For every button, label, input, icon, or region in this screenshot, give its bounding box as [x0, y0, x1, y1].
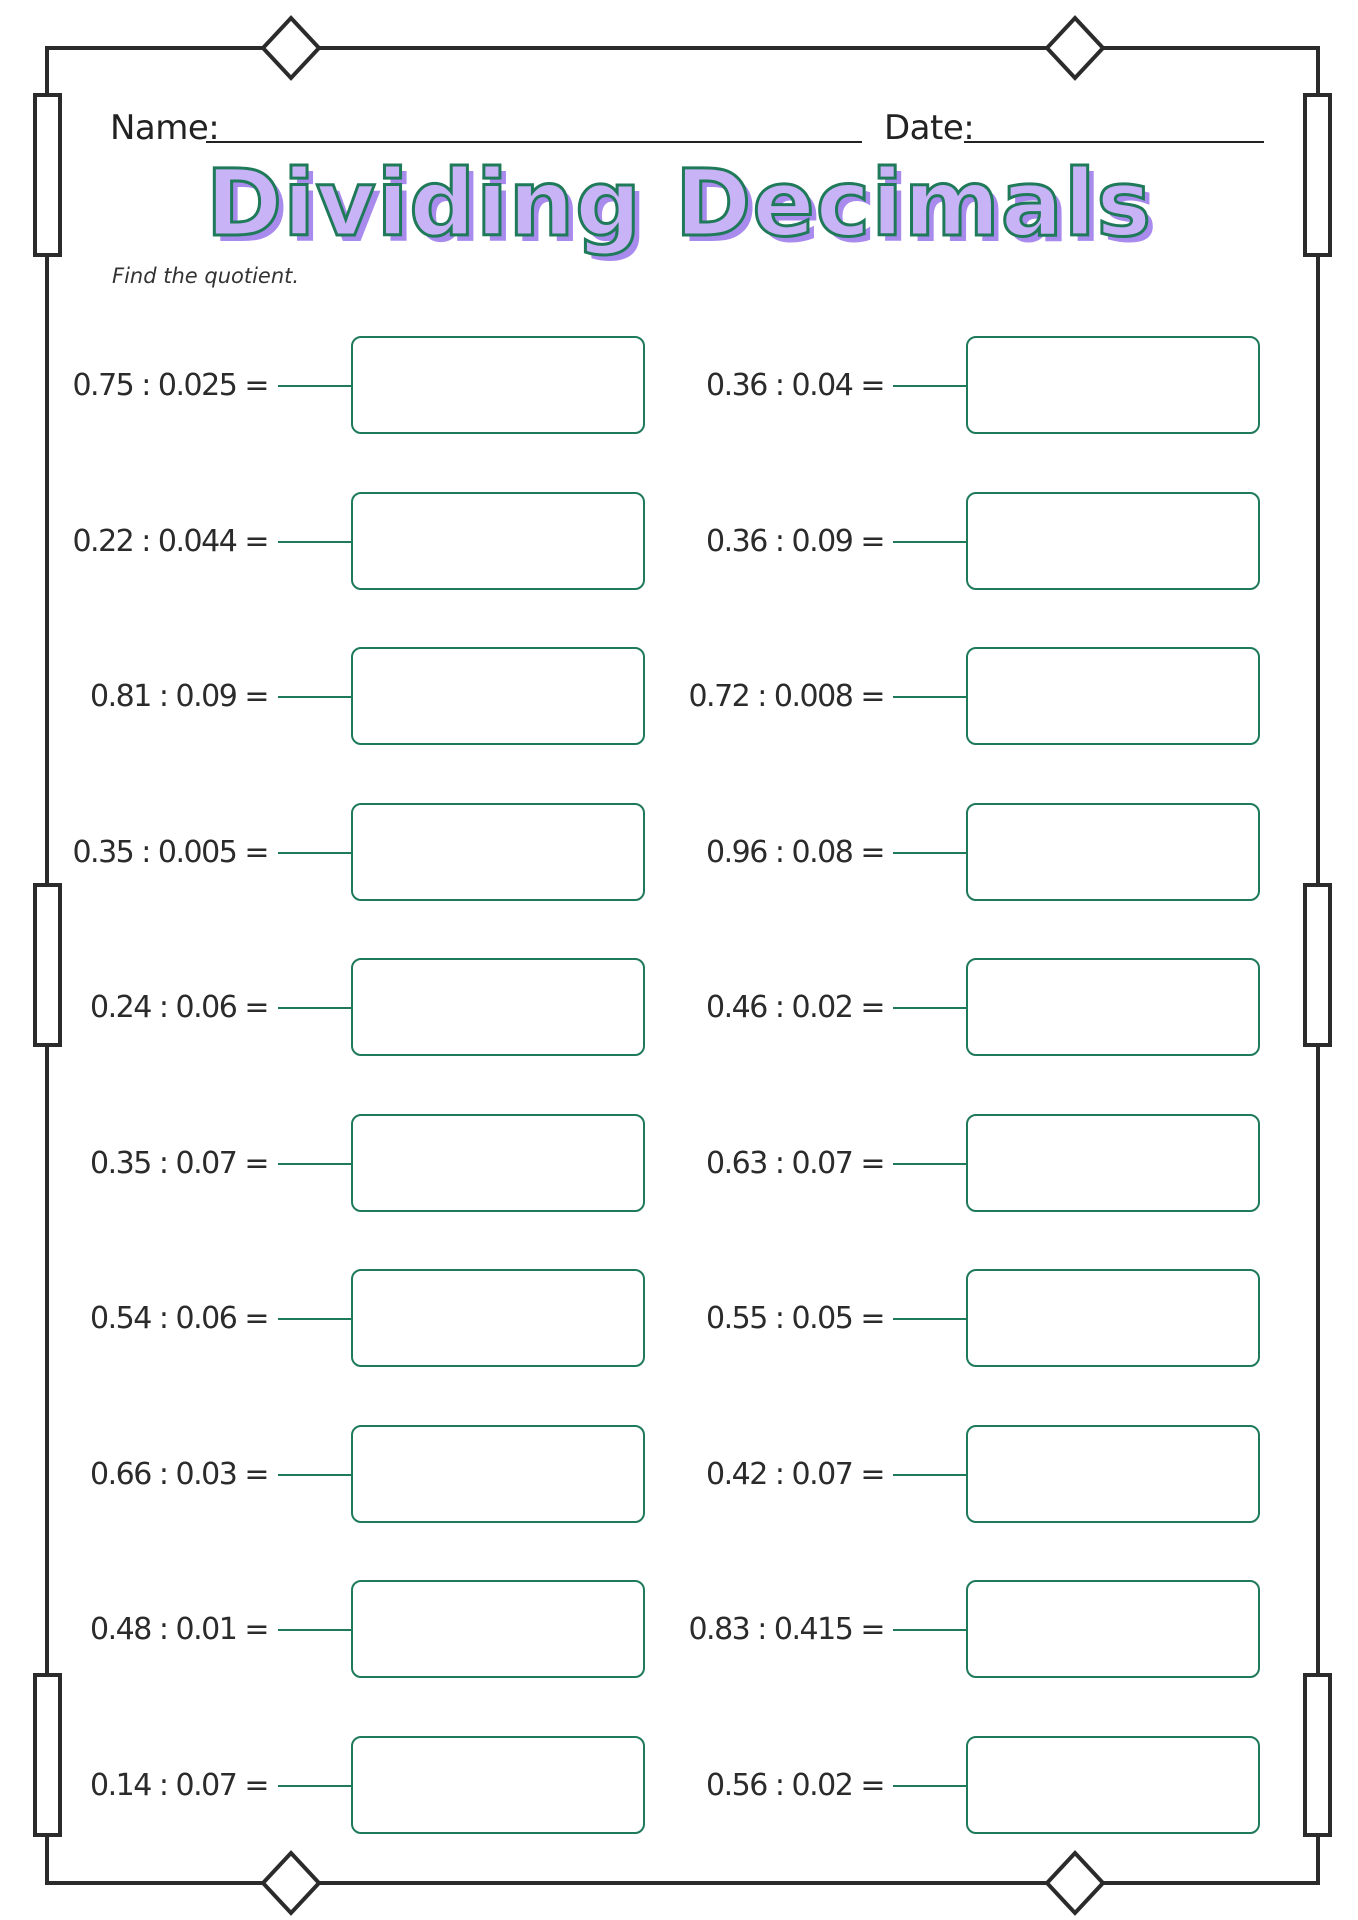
problem-equation: 0.63 : 0.07 = — [706, 1146, 884, 1181]
worksheet-title: Dividing Decimals — [205, 150, 1153, 257]
problem-equation: 0.96 : 0.08 = — [706, 835, 884, 870]
answer-box[interactable] — [966, 1736, 1260, 1834]
connector-line — [893, 1318, 966, 1320]
problem-row — [0, 647, 1358, 747]
problem-row — [0, 1580, 1358, 1680]
corner-diamond-bottom-left — [263, 1853, 319, 1913]
date-field-line[interactable] — [964, 141, 1264, 143]
problem-equation: 0.75 : 0.025 = — [72, 368, 268, 403]
problem-equation: 0.56 : 0.02 = — [706, 1768, 884, 1803]
problem-row — [0, 1269, 1358, 1369]
answer-box[interactable] — [966, 803, 1260, 901]
problem-equation: 0.36 : 0.04 = — [706, 368, 884, 403]
instruction-text: Find the quotient. — [112, 264, 300, 288]
problem-equation: 0.35 : 0.07 = — [90, 1146, 268, 1181]
problem-equation: 0.22 : 0.044 = — [72, 524, 268, 559]
problem-equation: 0.42 : 0.07 = — [706, 1457, 884, 1492]
problem-equation: 0.24 : 0.06 = — [90, 990, 268, 1025]
problem-equation: 0.55 : 0.05 = — [706, 1301, 884, 1336]
problem-equation: 0.83 : 0.415 = — [688, 1612, 884, 1647]
problem-equation: 0.36 : 0.09 = — [706, 524, 884, 559]
problem-row — [0, 803, 1358, 903]
problem-row — [0, 958, 1358, 1058]
connector-line — [893, 385, 966, 387]
connector-line — [893, 1629, 966, 1631]
answer-box[interactable] — [966, 336, 1260, 434]
problem-row — [0, 1736, 1358, 1836]
connector-line — [893, 1163, 966, 1165]
answer-box[interactable] — [966, 958, 1260, 1056]
corner-diamond-bottom-right — [1047, 1853, 1103, 1913]
answer-box[interactable] — [966, 1580, 1260, 1678]
problem-equation: 0.35 : 0.005 = — [72, 835, 268, 870]
connector-line — [893, 852, 966, 854]
name-label: Name: — [110, 108, 220, 148]
problem-equation: 0.66 : 0.03 = — [90, 1457, 268, 1492]
connector-line — [893, 696, 966, 698]
date-label: Date: — [884, 108, 975, 148]
answer-box[interactable] — [966, 1269, 1260, 1367]
connector-line — [893, 1007, 966, 1009]
problem-equation: 0.48 : 0.01 = — [90, 1612, 268, 1647]
answer-box[interactable] — [966, 1114, 1260, 1212]
name-field-line[interactable] — [206, 141, 862, 143]
answer-box[interactable] — [966, 647, 1260, 745]
connector-line — [893, 541, 966, 543]
problem-row — [0, 1425, 1358, 1525]
answer-box[interactable] — [966, 492, 1260, 590]
connector-line — [893, 1785, 966, 1787]
connector-line — [893, 1474, 966, 1476]
problem-equation: 0.54 : 0.06 = — [90, 1301, 268, 1336]
problem-equation: 0.72 : 0.008 = — [688, 679, 884, 714]
problem-equation: 0.14 : 0.07 = — [90, 1768, 268, 1803]
problem-row — [0, 336, 1358, 436]
corner-diamond-top-left — [263, 18, 319, 78]
problem-equation: 0.46 : 0.02 = — [706, 990, 884, 1025]
problem-equation: 0.81 : 0.09 = — [90, 679, 268, 714]
problem-row — [0, 1114, 1358, 1214]
corner-diamond-top-right — [1047, 18, 1103, 78]
problem-row — [0, 492, 1358, 592]
answer-box[interactable] — [966, 1425, 1260, 1523]
